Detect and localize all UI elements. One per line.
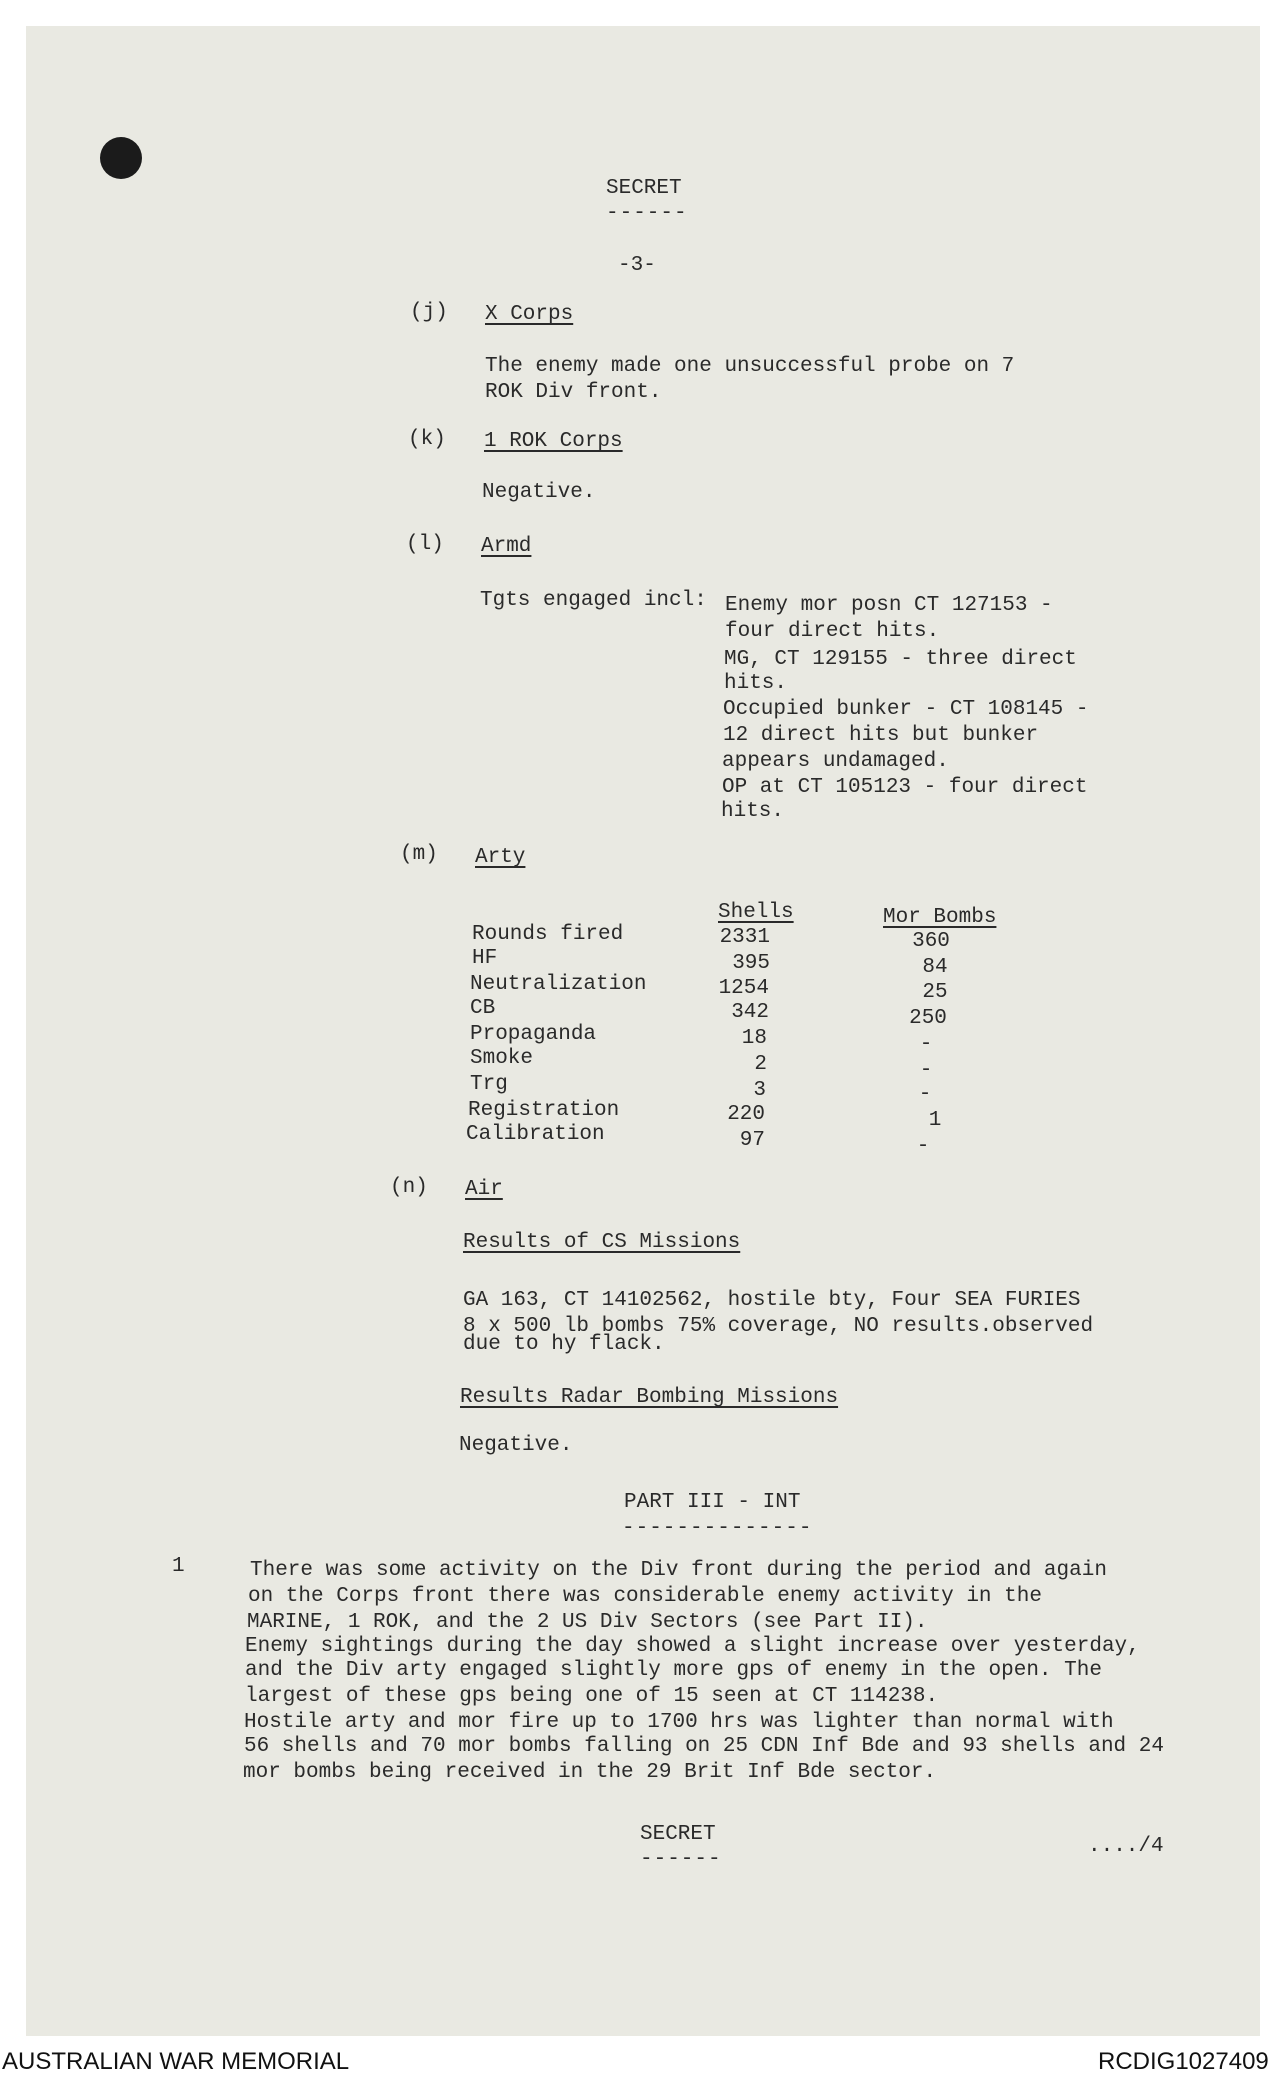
arty-row-mor: 84	[922, 956, 948, 979]
section-l-line-8: OP at CT 105123 - four direct	[722, 776, 1088, 799]
section-l-line-6: 12 direct hits but bunker	[723, 724, 1039, 747]
arty-row-shells: 2	[754, 1053, 767, 1076]
radar-missions-line-1: Negative.	[459, 1434, 573, 1457]
part3-line-3: MARINE, 1 ROK, and the 2 US Div Sectors (see Part II).	[247, 1611, 928, 1634]
section-k-title: 1 ROK Corps	[484, 430, 623, 453]
section-l-line-3: MG, CT 129155 - three direct	[724, 648, 1077, 671]
section-k-line-1: Negative.	[482, 481, 596, 504]
part3-title-underline: --------------	[622, 1517, 813, 1540]
arty-row-mor: -	[916, 1135, 930, 1158]
section-l-letter: (l)	[406, 533, 444, 556]
arty-row-shells: 395	[732, 952, 770, 975]
arty-row-label: Trg	[470, 1073, 508, 1096]
section-l-line-4: hits.	[724, 672, 788, 695]
archive-reference: RCDIG1027409	[1098, 2048, 1269, 2075]
part3-line-8: 56 shells and 70 mor bombs falling on 25 CDN Inf Bde and 93 shells and 24	[244, 1735, 1164, 1758]
arty-row-shells: 220	[727, 1103, 765, 1126]
arty-row-label: Registration	[468, 1099, 620, 1122]
arty-row-label: Smoke	[470, 1047, 534, 1070]
arty-row-shells: 18	[741, 1027, 767, 1050]
part3-title: PART III - INT	[624, 1491, 801, 1514]
section-n-title: Air	[465, 1178, 503, 1201]
section-l-line-7: appears undamaged.	[722, 750, 949, 773]
section-l-title: Armd	[481, 535, 532, 558]
arty-row-mor: -	[918, 1083, 932, 1106]
arty-col-shells: Shells	[718, 901, 794, 924]
section-l-line-9: hits.	[721, 800, 785, 823]
part3-para-number: 1	[172, 1555, 185, 1578]
part3-line-7: Hostile arty and mor fire up to 1700 hrs was lighter than normal with	[244, 1711, 1114, 1734]
part3-line-1: There was some activity on the Div front during the period and again	[250, 1559, 1107, 1582]
arty-row-mor: 360	[912, 930, 950, 953]
part3-line-9: mor bombs being received in the 29 Brit Inf Bde sector.	[243, 1761, 937, 1784]
arty-row-mor: -	[919, 1033, 933, 1056]
continuation-marker: ..../4	[1088, 1835, 1164, 1858]
arty-row-label: HF	[472, 947, 498, 970]
bottom-classification: SECRET	[640, 1823, 716, 1846]
arty-row-label: Calibration	[466, 1123, 605, 1146]
arty-row-mor: -	[919, 1059, 933, 1082]
header-classification-underline: ------	[606, 202, 688, 225]
arty-row-mor: 1	[928, 1109, 942, 1132]
cs-missions-line-2: 8 x 500 lb bombs 75% coverage, NO results.observed	[463, 1315, 1094, 1338]
page-number: -3-	[618, 254, 656, 277]
part3-line-2: on the Corps front there was considerable enemy activity in the	[248, 1585, 1042, 1608]
arty-row-shells: 97	[739, 1129, 765, 1152]
section-l-line-2: four direct hits.	[725, 620, 940, 643]
arty-col-mor-bombs: Mor Bombs	[883, 906, 997, 929]
arty-row-mor: 250	[909, 1007, 947, 1030]
section-m-title: Arty	[475, 846, 526, 869]
cs-missions-title: Results of CS Missions	[463, 1231, 741, 1254]
arty-row-shells: 2331	[719, 926, 770, 949]
section-j-title: X Corps	[485, 303, 574, 326]
header-classification: SECRET	[606, 177, 682, 200]
section-l-line-1: Enemy mor posn CT 127153 -	[725, 594, 1053, 617]
cs-missions-line-1: GA 163, CT 14102562, hostile bty, Four SEA FURIES	[463, 1289, 1081, 1312]
section-l-intro: Tgts engaged incl:	[480, 589, 707, 612]
cs-missions-line-3: due to hy flack.	[463, 1333, 665, 1356]
arty-row-label: CB	[470, 997, 496, 1020]
section-j-letter: (j)	[410, 301, 448, 324]
part3-line-6: largest of these gps being one of 15 seen at CT 114238.	[245, 1685, 939, 1708]
section-n-letter: (n)	[390, 1176, 428, 1199]
archive-credit: AUSTRALIAN WAR MEMORIAL	[2, 2048, 350, 2075]
arty-row-mor: 25	[922, 981, 948, 1004]
punch-hole	[100, 137, 142, 179]
arty-row-shells: 1254	[718, 977, 769, 1000]
arty-row-shells: 342	[731, 1001, 769, 1024]
part3-line-4: Enemy sightings during the day showed a slight increase over yesterday,	[245, 1635, 1140, 1658]
arty-row-shells: 3	[753, 1079, 766, 1102]
section-j-line-1: The enemy made one unsuccessful probe on 7	[485, 355, 1015, 378]
section-m-letter: (m)	[400, 843, 438, 866]
arty-row-label: Rounds fired	[472, 923, 624, 946]
bottom-classification-underline: ------	[640, 1848, 722, 1871]
arty-row-label: Propaganda	[470, 1023, 597, 1046]
section-l-line-5: Occupied bunker - CT 108145 -	[723, 698, 1089, 721]
radar-missions-title: Results Radar Bombing Missions	[460, 1386, 839, 1409]
part3-line-5: and the Div arty engaged slightly more gps of enemy in the open. The	[245, 1659, 1102, 1682]
section-k-letter: (k)	[408, 428, 446, 451]
arty-row-label: Neutralization	[470, 973, 647, 996]
section-j-line-2: ROK Div front.	[485, 381, 662, 404]
